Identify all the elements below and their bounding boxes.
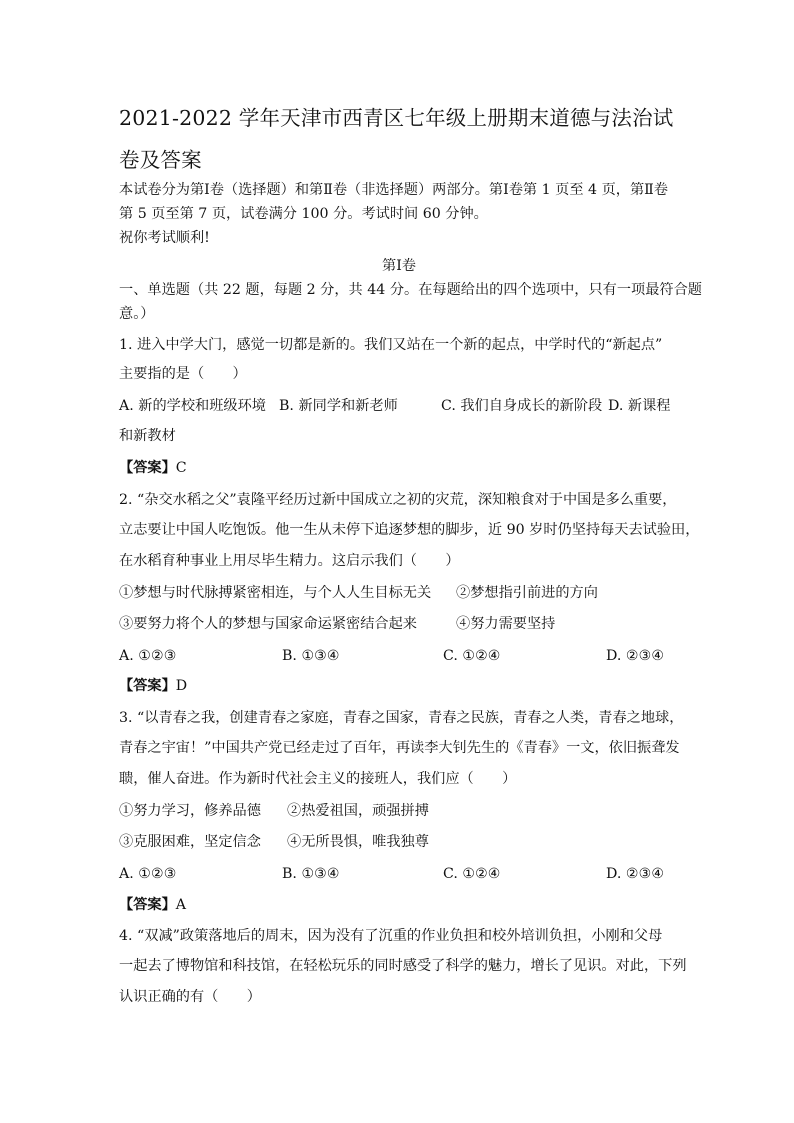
question-2-item-2: ②梦想指引前进的方向 [456,585,598,601]
question-2-item-3: ③要努力将个人的梦想与国家命运紧密结合起来 [119,616,417,632]
exam-title-line-1: 2021-2022 学年天津市西青区七年级上册期末道德与法治试 [119,106,674,130]
question-1-option-c: C. 我们自身成长的新阶段 [441,398,603,414]
question-3-item-1: ①努力学习，修养品德 [119,803,261,819]
question-4-stem-line-2: 一起去了博物馆和科技馆，在轻松玩乐的同时感受了科学的魅力，增长了见识。对此，下列 [119,958,687,974]
question-2-answer [119,676,679,696]
answer-value: A [175,897,187,913]
question-2-item-4: ④努力需要坚持 [456,616,556,632]
question-2-stem-line-2: 立志要让中国人吃饱饭。他一生从未停下追逐梦想的脚步，近 90 岁时仍坚持每天去试验田， [119,522,700,538]
question-1-option-a: A. 新的学校和班级环境 [119,398,266,414]
question-3-item-3: ③克服困难，坚定信念 [119,834,261,850]
intro-line-1: 本试卷分为第Ⅰ卷（选择题）和第Ⅱ卷（非选择题）两部分。第Ⅰ卷第 1 页至 4 页，第Ⅱ卷 [119,182,668,198]
question-3-item-2: ②热爱祖国，顽强拼搏 [287,803,429,819]
question-1-stem-line-1: 1. 进入中学大门，感觉一切都是新的。我们又站在一个新的起点，中学时代的“新起点” [119,337,663,353]
question-2-option-d: D. ②③④ [606,648,665,664]
question-1-stem-line-2: 主要指的是（ ） [119,366,247,382]
answer-label: 【答案】 [119,897,176,913]
question-1-option-d: D. 新课程 [608,398,671,414]
question-3-stem-line-1: 3. “以青春之我，创建青春之家庭，青春之国家，青春之民族，青春之人类，青春之地球， [119,710,684,726]
question-3-option-d: D. ②③④ [606,866,665,882]
section-title: 第Ⅰ卷 [382,258,416,274]
answer-label: 【答案】 [119,460,176,476]
question-4-stem-line-1: 4. “双减”政策落地后的周末，因为没有了沉重的作业负担和校外培训负担，小刚和父母 [119,928,663,944]
intro-line-2: 第 5 页至第 7 页，试卷满分 100 分。考试时间 60 分钟。 [119,206,488,222]
question-3-item-4: ④无所畏惧，唯我独尊 [287,834,429,850]
exam-title-line-2: 卷及答案 [119,148,202,172]
question-2-option-b: B. ①③④ [282,648,340,664]
question-3-stem-line-3: 聩，催人奋进。作为新时代社会主义的接班人，我们应（ ） [119,771,517,787]
question-2-option-a: A. ①②③ [119,648,177,664]
question-3-option-c: C. ①②④ [443,866,501,882]
question-3-option-a: A. ①②③ [119,866,177,882]
answer-value: D [175,678,188,694]
good-luck-text: 祝你考试顺利! [119,230,210,246]
question-4-stem-line-3: 认识正确的有（ ） [119,989,261,1005]
question-3-option-b: B. ①③④ [282,866,340,882]
question-2-stem-line-3: 在水稻育种事业上用尽毕生精力。这启示我们（ ） [119,553,460,569]
part-one-instruction-line-2: 意。） [119,306,155,322]
answer-label: 【答案】 [119,678,176,694]
question-3-stem-line-2: 青春之宇宙！”中国共产党已经走过了百年，再读李大钊先生的《青春》一文，依旧振聋发 [119,740,680,756]
part-one-instruction-line-1: 一、单选题（共 22 题，每题 2 分，共 44 分。在每题给出的四个选项中，只有一项最符合题 [119,282,702,298]
answer-value: C [175,460,187,476]
question-1-option-b: B. 新同学和新老师 [279,398,398,414]
question-2-option-c: C. ①②④ [443,648,501,664]
question-2-item-1: ①梦想与时代脉搏紧密相连，与个人人生目标无关 [119,585,432,601]
question-2-stem-line-1: 2. “杂交水稻之父”袁隆平经历过新中国成立之初的灾荒，深知粮食对于中国是多么重要， [119,492,677,508]
question-1-option-d-continued: 和新教材 [119,428,176,444]
question-3-answer [119,895,679,915]
question-1-answer [119,458,679,478]
